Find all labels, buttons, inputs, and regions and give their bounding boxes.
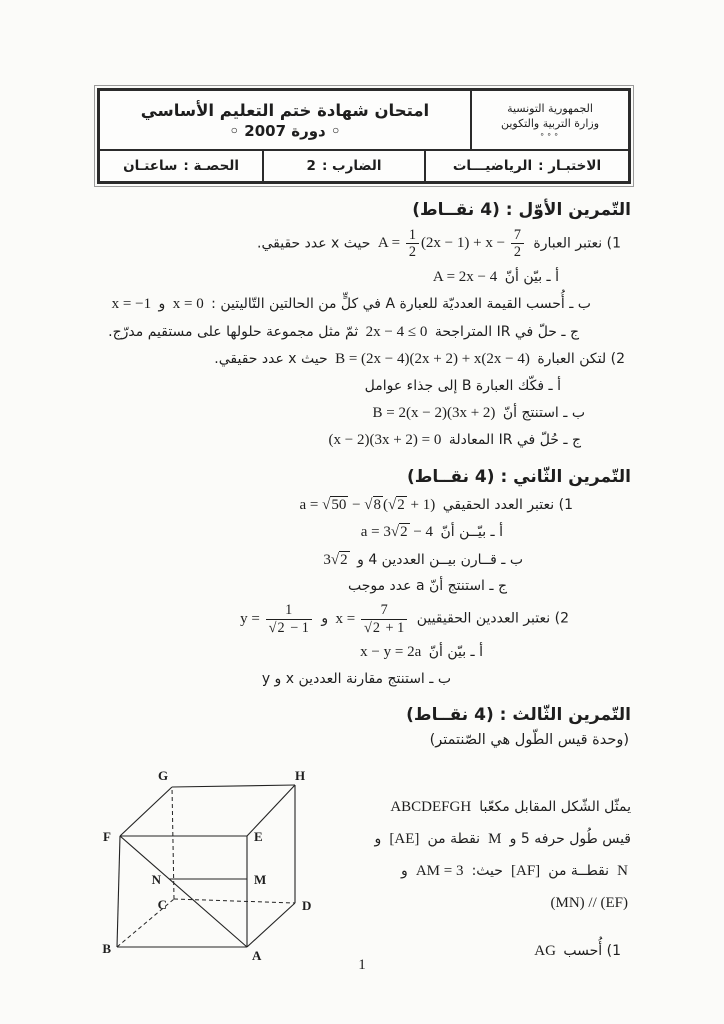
radicand: 2 [277,619,285,636]
math-expression: ABCDEFGH [390,798,472,815]
sqrt-radical: √2 [268,619,285,636]
fraction-numerator: 1 [285,602,293,619]
math-expression: x − y = 2a [360,644,422,660]
math-expression: a = 3√2 − 4 [360,524,434,541]
radicand: 8 [373,496,382,513]
sqrt-radical: √2 [364,619,380,636]
math-expression: x = −1 [111,296,152,313]
arabic-text: و [400,862,408,879]
exercise-line [97,549,523,572]
arabic-text: نقطــة من [548,862,610,879]
point-label-M: M [254,871,267,887]
exercise-line [97,521,503,544]
edge-FB [117,836,120,947]
cube-description [361,790,631,918]
math-expression: 3√2 [323,551,348,568]
arabic-text: ب ـ أُحسب القيمة العدديّة للعبارة A في كلٍّ من الحالتين التّاليتين : [211,296,591,313]
point-label-N: N [151,871,161,887]
math-expression: [AE] [389,830,420,847]
exercise-line [97,321,579,344]
fraction-denominator: 2 [406,243,419,260]
exercise-1-body [97,227,631,452]
math-expression: N [617,862,628,879]
radicand: 2 [400,524,408,541]
cube-figure [97,754,337,969]
fraction-denominator: 2 [511,243,524,260]
sqrt-radical: √50 [322,496,347,513]
exam-session: ◦ دورة 2007 ◦ [229,121,341,140]
exercise-line [97,266,559,289]
arabic-text: 1) نعتبر العبارة [533,235,621,252]
arabic-text: و [321,610,329,627]
exercise-3-title: التّمرين الثّالث : (4 نقــاط) [406,704,631,725]
fraction-numerator: 1 [408,227,416,243]
arabic-text: 1) أُحسب [563,942,621,959]
sqrt-radical: √2 [388,496,405,513]
coefficient-label: الضارب : [321,158,382,174]
math-expression: M [488,830,502,847]
sqrt-radical: √2 [330,551,348,568]
sqrt-radical: √8 [364,496,382,513]
fraction-numerator: 7 [380,602,388,619]
coefficient-value: 2 [306,158,316,174]
exercise-2-title: التّمرين الثّاني : (4 نقــاط) [406,466,631,487]
math-expression: B = (2x − 4)(2x + 2) + x(2x − 4) [335,351,530,368]
arabic-text: حيث x عدد حقيقي. [214,351,328,368]
arabic-text: ب ـ استنتج مقارنة العددين x و y [261,670,451,687]
arabic-text: أ ـ بيّن أنّ [504,268,559,285]
arabic-text: و [158,296,166,313]
math-expression: x = 0 [172,296,204,313]
duration-label: الحصـة : [183,158,240,174]
arabic-text: نقطة من [427,830,481,847]
math-expression: a = √50 − √8 (√2 + 1) [299,496,436,513]
duration-cell [100,151,262,181]
arabic-text: ج ـ حلّ في IR المتراجحة [434,323,579,340]
subject-cell [426,151,628,181]
republic-line: الجمهورية التونسية [507,101,593,115]
arabic-text: يمثّل الشّكل المقابل مكعّبا [479,798,631,815]
edge-AD [247,903,295,947]
vertex-label-B: B [102,940,111,956]
vertex-label-A: A [252,947,262,963]
coefficient-cell [262,151,426,181]
exercise-2-body [97,494,631,690]
fraction-denominator: √2 − 1 [266,619,312,636]
math-expression: y = $\frac{1}{√2 - 1}$ [237,611,317,627]
exercise-line [97,227,621,261]
radicand: 2 [340,551,348,568]
subject-value: الرياضيـــات [452,158,533,174]
header-row-top [100,91,628,151]
diagonal-FA [120,836,247,947]
arabic-text: أ ـ فكّك العبارة B إلى جذاء عوامل [364,377,561,394]
math-expression: B = 2(x − 2)(3x + 2) [372,404,496,421]
arabic-text: 1) نعتبر العدد الحقيقي [442,496,573,513]
arabic-text: ج ـ استنتج أنّ a عدد موجب [347,578,507,595]
math-expression: 2x − 4 ≤ 0 [365,323,428,340]
arabic-text: ج ـ حُلّ في IR المعادلة [448,432,581,449]
cube-svg [97,754,337,969]
exam-title-cell [100,91,470,149]
vertex-label-C: C [157,896,167,912]
exercise-line [97,293,591,316]
edge-GH [172,785,295,787]
arabic-text: 2) نعتبر العددين الحقيقيين [416,610,569,627]
exercise-3 [97,705,631,969]
fraction [266,602,312,636]
unit-note: (وحدة قيس الطّول هي الصّنتمتر) [429,731,629,748]
exercise-line [97,669,451,690]
exam-header [97,88,631,184]
exercise-1-title: التّمرين الأوّل : (4 نقــاط) [412,200,631,220]
exam-content [97,200,631,969]
math-expression: A = 2x − 4 [432,268,498,285]
arabic-text: حيث: [471,862,503,879]
radicand: 2 [372,619,380,636]
vertex-label-F: F [103,828,111,844]
math-expression: AG [534,942,556,959]
arabic-text: و [374,830,382,847]
math-expression: (x − 2)(3x + 2) = 0 [328,432,442,449]
vertex-label-D: D [302,897,312,913]
arabic-text: حيث x عدد حقيقي. [257,235,371,252]
exercise-line [97,402,585,425]
vertex-label-H: H [294,767,306,783]
math-expression: (MN) // (EF) [550,894,628,911]
arabic-text: أ ـ بيّن أنّ [428,644,483,660]
vertex-label-E: E [254,828,263,844]
math-expression: AM = 3 [415,862,464,879]
edge-FG [120,787,172,836]
radicand: 2 [397,496,405,513]
duration-value: ساعتـان [123,158,178,174]
exercise-line [97,348,625,371]
fraction-denominator: √2 + 1 [361,619,407,636]
ministry-dots: ∘∘∘ [539,129,561,139]
exercise-2 [97,467,631,690]
math-expression: x = $\frac{7}{√2 + 1}$ [333,611,413,627]
exercise-line [97,602,569,636]
exercise-line [97,429,581,452]
exercise-line [97,576,507,597]
sqrt-radical: √2 [390,524,408,541]
arabic-text: ب ـ استنتج أنّ [502,404,585,421]
fraction [361,602,407,636]
ministry-cell [470,91,628,149]
math-expression: [AF] [511,862,541,879]
fraction [406,227,419,261]
exercise-1 [97,200,631,452]
fraction-numerator: 7 [513,227,521,243]
arabic-text: أ ـ بيّــن أنّ [440,524,503,541]
figure-and-text [97,754,631,969]
exercise-3-text [361,754,631,968]
arabic-text: ثمّ مثل مجموعة حلولها على مستقيم مدرّج. [108,323,359,340]
subject-label: الاختبـار : [538,158,602,174]
exercise-line [97,641,483,664]
arabic-text: ب ـ قــارن بيــن العددين 4 و [357,551,523,568]
arabic-text: 2) لتكن العبارة [537,351,625,368]
radicand: 50 [331,496,347,513]
arabic-text: قيس طُول حرفه 5 و [509,830,631,847]
ministry-line: وزارة التربية والتكوين [500,116,600,130]
exercise-line [97,376,561,397]
exam-title: امتحان شهادة ختم التعليم الأساسي [140,100,430,120]
vertex-label-G: G [157,767,169,783]
header-row-bottom [100,151,628,181]
exercise-line [97,494,573,517]
page-number: 1 [358,957,366,973]
math-expression: A = $\frac{1}{2}$ (2x − 1) + x − $\frac{7}{2}$ [375,235,529,251]
fraction [511,227,524,261]
